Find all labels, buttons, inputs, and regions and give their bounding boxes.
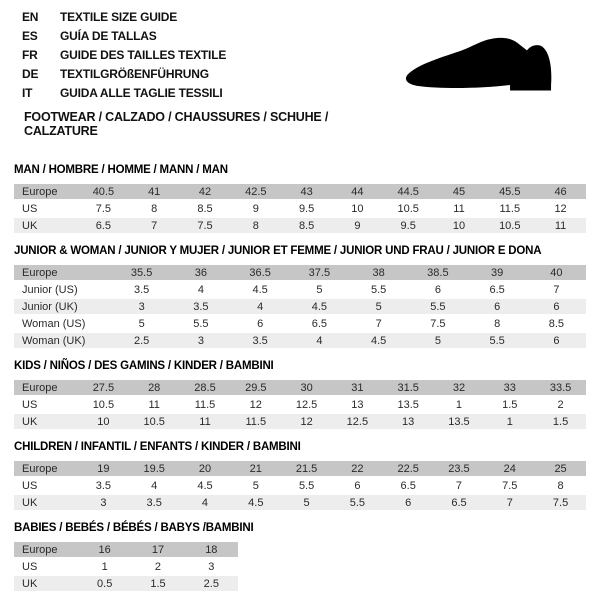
- size-cell: 13.5: [448, 415, 470, 428]
- size-cell: 10: [351, 202, 364, 215]
- size-cell: 11.5: [194, 398, 216, 411]
- row-label: Woman (UK): [22, 334, 86, 347]
- size-cell: 3.5: [252, 334, 268, 347]
- size-cell: 36: [194, 266, 207, 279]
- size-cell: 6: [354, 479, 361, 492]
- size-cell: 6: [553, 334, 560, 347]
- size-cell: 37.5: [308, 266, 331, 279]
- size-cell: 44: [351, 185, 364, 198]
- size-cell: 5: [375, 300, 382, 313]
- section-man: [14, 164, 586, 235]
- language-list: [14, 8, 390, 138]
- size-cell: 12.5: [295, 398, 318, 411]
- size-cell: 7: [151, 219, 158, 232]
- size-cell: 6: [553, 300, 560, 313]
- section-kids: [14, 360, 586, 431]
- size-cell: 10.5: [499, 219, 521, 232]
- size-cell: 6.5: [489, 283, 505, 296]
- size-cell: 7: [375, 317, 382, 330]
- row-label: Europe: [22, 266, 58, 279]
- size-cell: 9.5: [298, 202, 315, 215]
- size-cell: 5.5: [430, 300, 446, 313]
- table-row: [14, 201, 586, 216]
- size-cell: 5: [434, 334, 441, 347]
- size-cell: 4.5: [197, 479, 213, 492]
- language-label: GUIDE DES TAILLES TEXTILE: [60, 48, 227, 62]
- size-cell: 40: [550, 266, 563, 279]
- size-cell: 8.5: [298, 219, 315, 232]
- size-table: [14, 265, 586, 350]
- table-row: [14, 282, 586, 297]
- size-cell: 6: [494, 300, 501, 313]
- size-cell: 29.5: [245, 381, 267, 394]
- size-cell: 3: [100, 496, 107, 509]
- language-row: [22, 65, 390, 84]
- table-title: CHILDREN / INFANTIL / ENFANTS / KINDER / BAMBINI: [14, 441, 301, 453]
- size-cell: 8: [151, 202, 158, 215]
- row-label: UK: [22, 219, 38, 232]
- size-cell: 3.5: [133, 283, 150, 296]
- size-cell: 4: [201, 496, 209, 509]
- size-cell: 7.5: [197, 219, 213, 232]
- category-line: FOOTWEAR / CALZADO / CHAUSSURES / SCHUHE / CALZATURE: [24, 110, 329, 138]
- row-label: UK: [22, 415, 38, 428]
- row-label: UK: [22, 496, 38, 509]
- size-cell: 11: [199, 415, 211, 428]
- size-cell: 16: [98, 543, 111, 556]
- size-cell: 4: [151, 479, 158, 492]
- size-cell: 19.5: [143, 462, 165, 475]
- size-cell: 2.5: [133, 334, 150, 347]
- table-header-row: [14, 380, 586, 395]
- size-cell: 41: [148, 185, 161, 198]
- size-guide-sections: [14, 164, 586, 593]
- size-cell: 9: [252, 202, 259, 215]
- size-cell: 8.5: [548, 317, 565, 330]
- size-cell: 8: [557, 479, 564, 492]
- size-cell: 21.5: [295, 462, 318, 475]
- size-cell: 7.5: [430, 317, 446, 330]
- row-label: US: [22, 202, 38, 215]
- language-row: [22, 8, 390, 27]
- size-cell: 6: [405, 496, 412, 509]
- size-cell: 17: [151, 543, 165, 556]
- size-cell: 11: [554, 219, 567, 232]
- size-cell: 38: [372, 266, 385, 279]
- size-cell: 6.5: [95, 219, 112, 232]
- size-cell: 19: [97, 462, 110, 475]
- size-cell: 1: [455, 398, 463, 411]
- size-cell: 36.5: [249, 266, 271, 279]
- row-label: Europe: [22, 462, 58, 475]
- size-cell: 33: [503, 381, 516, 394]
- language-row: [22, 84, 390, 103]
- size-cell: 7: [553, 283, 560, 296]
- size-table: [14, 380, 586, 431]
- size-cell: 42.5: [245, 185, 267, 198]
- size-table: [14, 542, 238, 593]
- size-cell: 10.5: [143, 415, 165, 428]
- size-cell: 10: [97, 415, 110, 428]
- table-title: KIDS / NIÑOS / DES GAMINS / KINDER / BAMBINI: [14, 360, 274, 372]
- size-cell: 3: [197, 334, 204, 347]
- size-cell: 3.5: [193, 300, 209, 313]
- size-cell: 23.5: [448, 462, 470, 475]
- language-code: FR: [22, 48, 38, 62]
- size-cell: 27.5: [92, 381, 115, 394]
- size-cell: 7: [506, 496, 513, 509]
- table-title: JUNIOR & WOMAN / JUNIOR Y MUJER / JUNIOR ET FEMME / JUNIOR UND FRAU / JUNIOR E DONA: [14, 245, 542, 257]
- row-label: Junior (US): [22, 283, 78, 296]
- size-cell: 13: [402, 415, 415, 428]
- size-cell: 4.5: [248, 496, 264, 509]
- size-cell: 1.5: [150, 577, 166, 590]
- size-cell: 12: [300, 415, 313, 428]
- size-cell: 45: [452, 185, 466, 198]
- size-cell: 0.5: [97, 577, 113, 590]
- size-cell: 8.5: [197, 202, 213, 215]
- size-cell: 6: [434, 283, 441, 296]
- size-cell: 32: [452, 381, 466, 394]
- row-label: Junior (UK): [22, 300, 78, 313]
- size-cell: 40.5: [92, 185, 115, 198]
- row-label: US: [22, 398, 38, 411]
- size-cell: 10: [452, 219, 466, 232]
- size-cell: 12: [554, 202, 567, 215]
- size-cell: 45.5: [499, 185, 521, 198]
- size-cell: 2.5: [203, 577, 219, 590]
- size-cell: 39: [491, 266, 504, 279]
- table-header-row: [14, 542, 238, 557]
- size-cell: 11.5: [499, 202, 521, 215]
- size-cell: 22.5: [397, 462, 419, 475]
- language-label: GUIDA ALLE TAGLIE TESSILI: [60, 86, 223, 100]
- size-cell: 1.5: [552, 415, 569, 428]
- table-row: [14, 333, 586, 348]
- size-cell: 25: [554, 462, 567, 475]
- row-label: UK: [22, 577, 38, 590]
- size-cell: 43: [300, 185, 313, 198]
- size-cell: 6: [257, 317, 264, 330]
- section-junior-woman: [14, 245, 586, 350]
- row-label: Europe: [22, 185, 58, 198]
- table-row: [14, 576, 238, 591]
- table-row: [14, 478, 586, 493]
- size-cell: 3: [138, 300, 145, 313]
- language-row: [22, 27, 390, 46]
- language-row: [22, 46, 390, 65]
- size-cell: 8: [494, 317, 501, 330]
- row-label: US: [22, 560, 38, 573]
- table-title: MAN / HOMBRE / HOMME / MANN / MAN: [14, 164, 228, 176]
- size-cell: 2: [557, 398, 564, 411]
- size-cell: 2: [154, 560, 162, 573]
- size-cell: 13.5: [397, 398, 419, 411]
- size-cell: 10.5: [397, 202, 419, 215]
- size-cell: 44.5: [397, 185, 419, 198]
- size-cell: 12: [249, 398, 262, 411]
- section-babies: [14, 522, 586, 593]
- size-cell: 4: [257, 300, 264, 313]
- size-cell: 42: [198, 185, 212, 198]
- table-row: [14, 414, 586, 429]
- size-cell: 4.5: [252, 283, 268, 296]
- section-children: [14, 441, 586, 512]
- size-cell: 4.5: [370, 334, 387, 347]
- size-cell: 5.5: [489, 334, 505, 347]
- size-cell: 4: [197, 283, 204, 296]
- table-row: [14, 218, 586, 233]
- size-cell: 28: [148, 381, 161, 394]
- size-cell: 6.5: [400, 479, 416, 492]
- size-cell: 11: [453, 202, 465, 215]
- size-cell: 5: [252, 479, 259, 492]
- size-cell: 7.5: [502, 479, 518, 492]
- size-cell: 5: [138, 317, 145, 330]
- size-cell: 3.5: [146, 496, 162, 509]
- size-cell: 5: [303, 496, 310, 509]
- table-header-row: [14, 184, 586, 199]
- size-cell: 12.5: [346, 415, 369, 428]
- language-label: TEXTILE SIZE GUIDE: [60, 10, 178, 24]
- size-cell: 9.5: [400, 219, 416, 232]
- size-cell: 33.5: [549, 381, 572, 394]
- size-cell: 21: [249, 462, 262, 475]
- language-code: ES: [22, 29, 38, 43]
- size-table: [14, 461, 586, 512]
- table-header-row: [14, 461, 586, 476]
- dress-shoe-icon: [390, 22, 576, 115]
- row-label: Europe: [22, 381, 58, 394]
- table-row: [14, 397, 586, 412]
- size-cell: 9: [354, 219, 361, 232]
- size-cell: 8: [252, 219, 259, 232]
- size-cell: 7.5: [95, 202, 112, 215]
- row-label: Woman (US): [22, 317, 86, 330]
- size-cell: 5.5: [370, 283, 387, 296]
- size-cell: 11: [148, 398, 160, 411]
- language-code: IT: [22, 86, 33, 100]
- size-cell: 24: [503, 462, 516, 475]
- size-cell: 5.5: [349, 496, 366, 509]
- size-cell: 31: [351, 381, 364, 394]
- size-cell: 10.5: [92, 398, 115, 411]
- size-table: [14, 184, 586, 235]
- size-cell: 3: [208, 560, 215, 573]
- table-row: [14, 559, 238, 574]
- language-label: GUÍA DE TALLAS: [60, 29, 157, 43]
- size-cell: 1: [101, 560, 108, 573]
- size-cell: 5.5: [298, 479, 315, 492]
- size-cell: 38.5: [427, 266, 449, 279]
- table-title: BABIES / BEBÉS / BÉBÉS / BABYS /BAMBINI: [14, 522, 254, 534]
- size-cell: 18: [205, 543, 218, 556]
- size-cell: 31.5: [397, 381, 419, 394]
- size-cell: 4.5: [311, 300, 328, 313]
- size-cell: 35.5: [130, 266, 153, 279]
- size-cell: 6.5: [451, 496, 467, 509]
- size-cell: 46: [554, 185, 567, 198]
- size-cell: 7.5: [552, 496, 569, 509]
- header: [14, 8, 586, 138]
- table-row: [14, 299, 586, 314]
- size-cell: 11.5: [245, 415, 267, 428]
- size-cell: 28.5: [194, 381, 216, 394]
- size-cell: 22: [351, 462, 364, 475]
- size-cell: 7: [455, 479, 463, 492]
- size-cell: 1: [506, 415, 513, 428]
- size-cell: 20: [198, 462, 212, 475]
- table-row: [14, 316, 586, 331]
- size-cell: 30: [300, 381, 313, 394]
- language-code: EN: [22, 10, 39, 24]
- table-header-row: [14, 265, 586, 280]
- table-row: [14, 495, 586, 510]
- language-label: TEXTILGRÖßENFÜHRUNG: [60, 67, 209, 81]
- size-cell: 3.5: [95, 479, 112, 492]
- size-cell: 5.5: [193, 317, 209, 330]
- language-code: DE: [22, 67, 39, 81]
- size-cell: 5: [316, 283, 323, 296]
- row-label: Europe: [22, 543, 58, 556]
- size-cell: 6.5: [311, 317, 328, 330]
- row-label: US: [22, 479, 38, 492]
- size-cell: 4: [316, 334, 323, 347]
- size-cell: 13: [351, 398, 364, 411]
- size-cell: 1.5: [502, 398, 518, 411]
